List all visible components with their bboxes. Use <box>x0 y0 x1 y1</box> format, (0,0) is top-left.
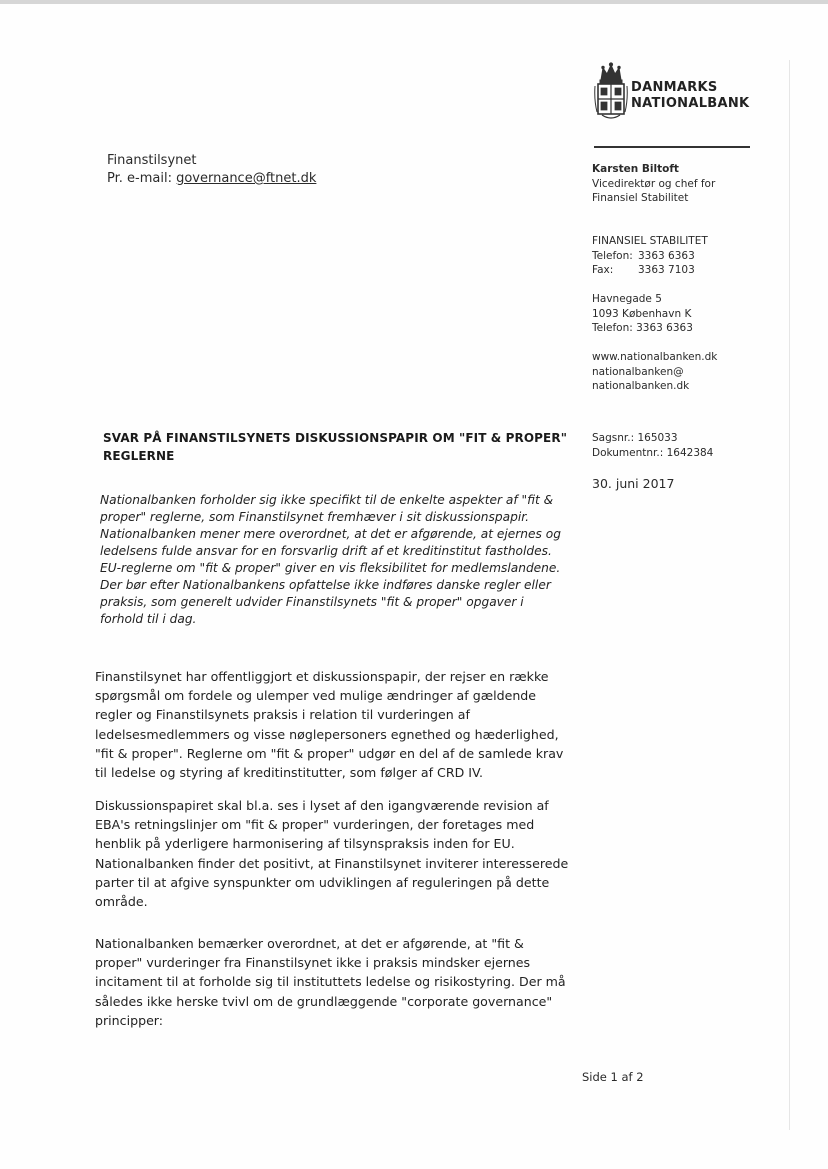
contact-email-line2[interactable]: nationalbanken.dk <box>592 380 690 392</box>
fax-label: Fax: <box>592 264 614 276</box>
page-number: Side 1 af 2 <box>582 1070 644 1084</box>
scan-right-edge <box>789 60 790 1130</box>
document-number: Dokumentnr.: 1642384 <box>592 446 714 459</box>
letter-title: SVAR PÅ FINANSTILSYNETS DISKUSSIONSPAPIR OM "FIT & PROPER" REGLERNE <box>103 431 568 463</box>
department-fax <box>592 263 708 278</box>
letterhead-logo <box>594 62 764 124</box>
address-city: 1093 København K <box>592 307 692 320</box>
letterhead-divider <box>594 146 750 148</box>
phone-label: Telefon: <box>592 249 633 262</box>
address-phone: Telefon: 3363 6363 <box>592 322 693 334</box>
recipient-block <box>107 152 316 188</box>
bank-name-line2: NATIONALBANK <box>631 96 750 111</box>
recipient-email-prefix: Pr. e-mail: <box>107 171 177 186</box>
recipient-email-link[interactable]: governance@ftnet.dk <box>176 171 317 186</box>
address-block <box>592 292 693 336</box>
fax-value: 3363 7103 <box>638 264 695 276</box>
scan-top-edge <box>0 0 828 4</box>
sender-name: Karsten Biltoft <box>592 163 679 175</box>
sender-title-line1: Vicedirektør og chef for <box>592 177 716 190</box>
case-number: Sagsnr.: 165033 <box>592 432 678 444</box>
recipient-email-line <box>107 170 316 188</box>
sender-title-line2: Finansiel Stabilitet <box>592 192 689 204</box>
body-paragraph-1: Finanstilsynet har offentliggjort et diskussionspapir, der rejser en række spørgsmål om fordele og ulemper ved mulige ændringer af gældende regler og Finanstilsynets praksis i relation til vurderingen af ledelsesmedlemmers og visse nøglepersoners egnethed og hæderlighed, "fit & proper". Reglerne om "fit & proper" udgør en del af de samlede krav til ledelse og styring af kreditinstitutter, som følger af CRD IV. <box>95 669 564 781</box>
address-street: Havnegade 5 <box>592 293 662 305</box>
summary-paragraph: Nationalbanken forholder sig ikke specifikt til de enkelte aspekter af "fit & proper" reglerne, som Finanstilsynet fremhæver i sit diskussionspapir. Nationalbanken mener mere overordnet, at det er afgørende, at ejernes og ledelsens fulde ansvar for en forsvarlig drift af et kreditinstitut fastholdes. EU-reglerne om "fit & proper" giver en vis fleksibilitet for medlemslandene. Der bør efter Nationalbankens opfattelse ikke indføres danske regler eller praksis, som generelt udvider Finanstilsynets "fit & proper" opgaver i forhold til i dag. <box>100 493 561 626</box>
royal-crown-and-coat-of-arms-icon <box>594 62 628 122</box>
body-paragraph-3: Nationalbanken bemærker overordnet, at det er afgørende, at "fit & proper" vurderinger fra Finanstilsynet ikke i praksis mindsker ejernes incitament til at forholde sig til instituttets ledelse og risikostyring. Der må således ikke herske tvivl om de grundlæggende "corporate governance" principper: <box>95 936 566 1028</box>
sender-block <box>592 162 715 206</box>
recipient-name: Finanstilsynet <box>107 153 197 168</box>
phone-value: 3363 6363 <box>638 249 695 262</box>
bank-name <box>631 80 749 112</box>
department-phone <box>592 249 708 264</box>
website-link[interactable]: www.nationalbanken.dk <box>592 351 718 363</box>
department-block <box>592 234 708 278</box>
letter-date: 30. juni 2017 <box>592 476 675 491</box>
contact-email-line1[interactable]: nationalbanken@ <box>592 365 684 378</box>
web-block <box>592 350 717 394</box>
body-paragraph-2: Diskussionspapiret skal bl.a. ses i lyset af den igangværende revision af EBA's retningslinjer om "fit & proper" vurderingen, der foretages med henblik på yderligere harmonisering af tilsynspraksis inden for EU. Nationalbanken finder det positivt, at Finanstilsynet inviterer interesserede parter til at afgive synspunkter om udviklingen af reguleringen på dette område. <box>95 798 569 910</box>
reference-block <box>592 431 713 460</box>
bank-name-line1: DANMARKS <box>631 80 718 95</box>
department-name: FINANSIEL STABILITET <box>592 235 708 247</box>
